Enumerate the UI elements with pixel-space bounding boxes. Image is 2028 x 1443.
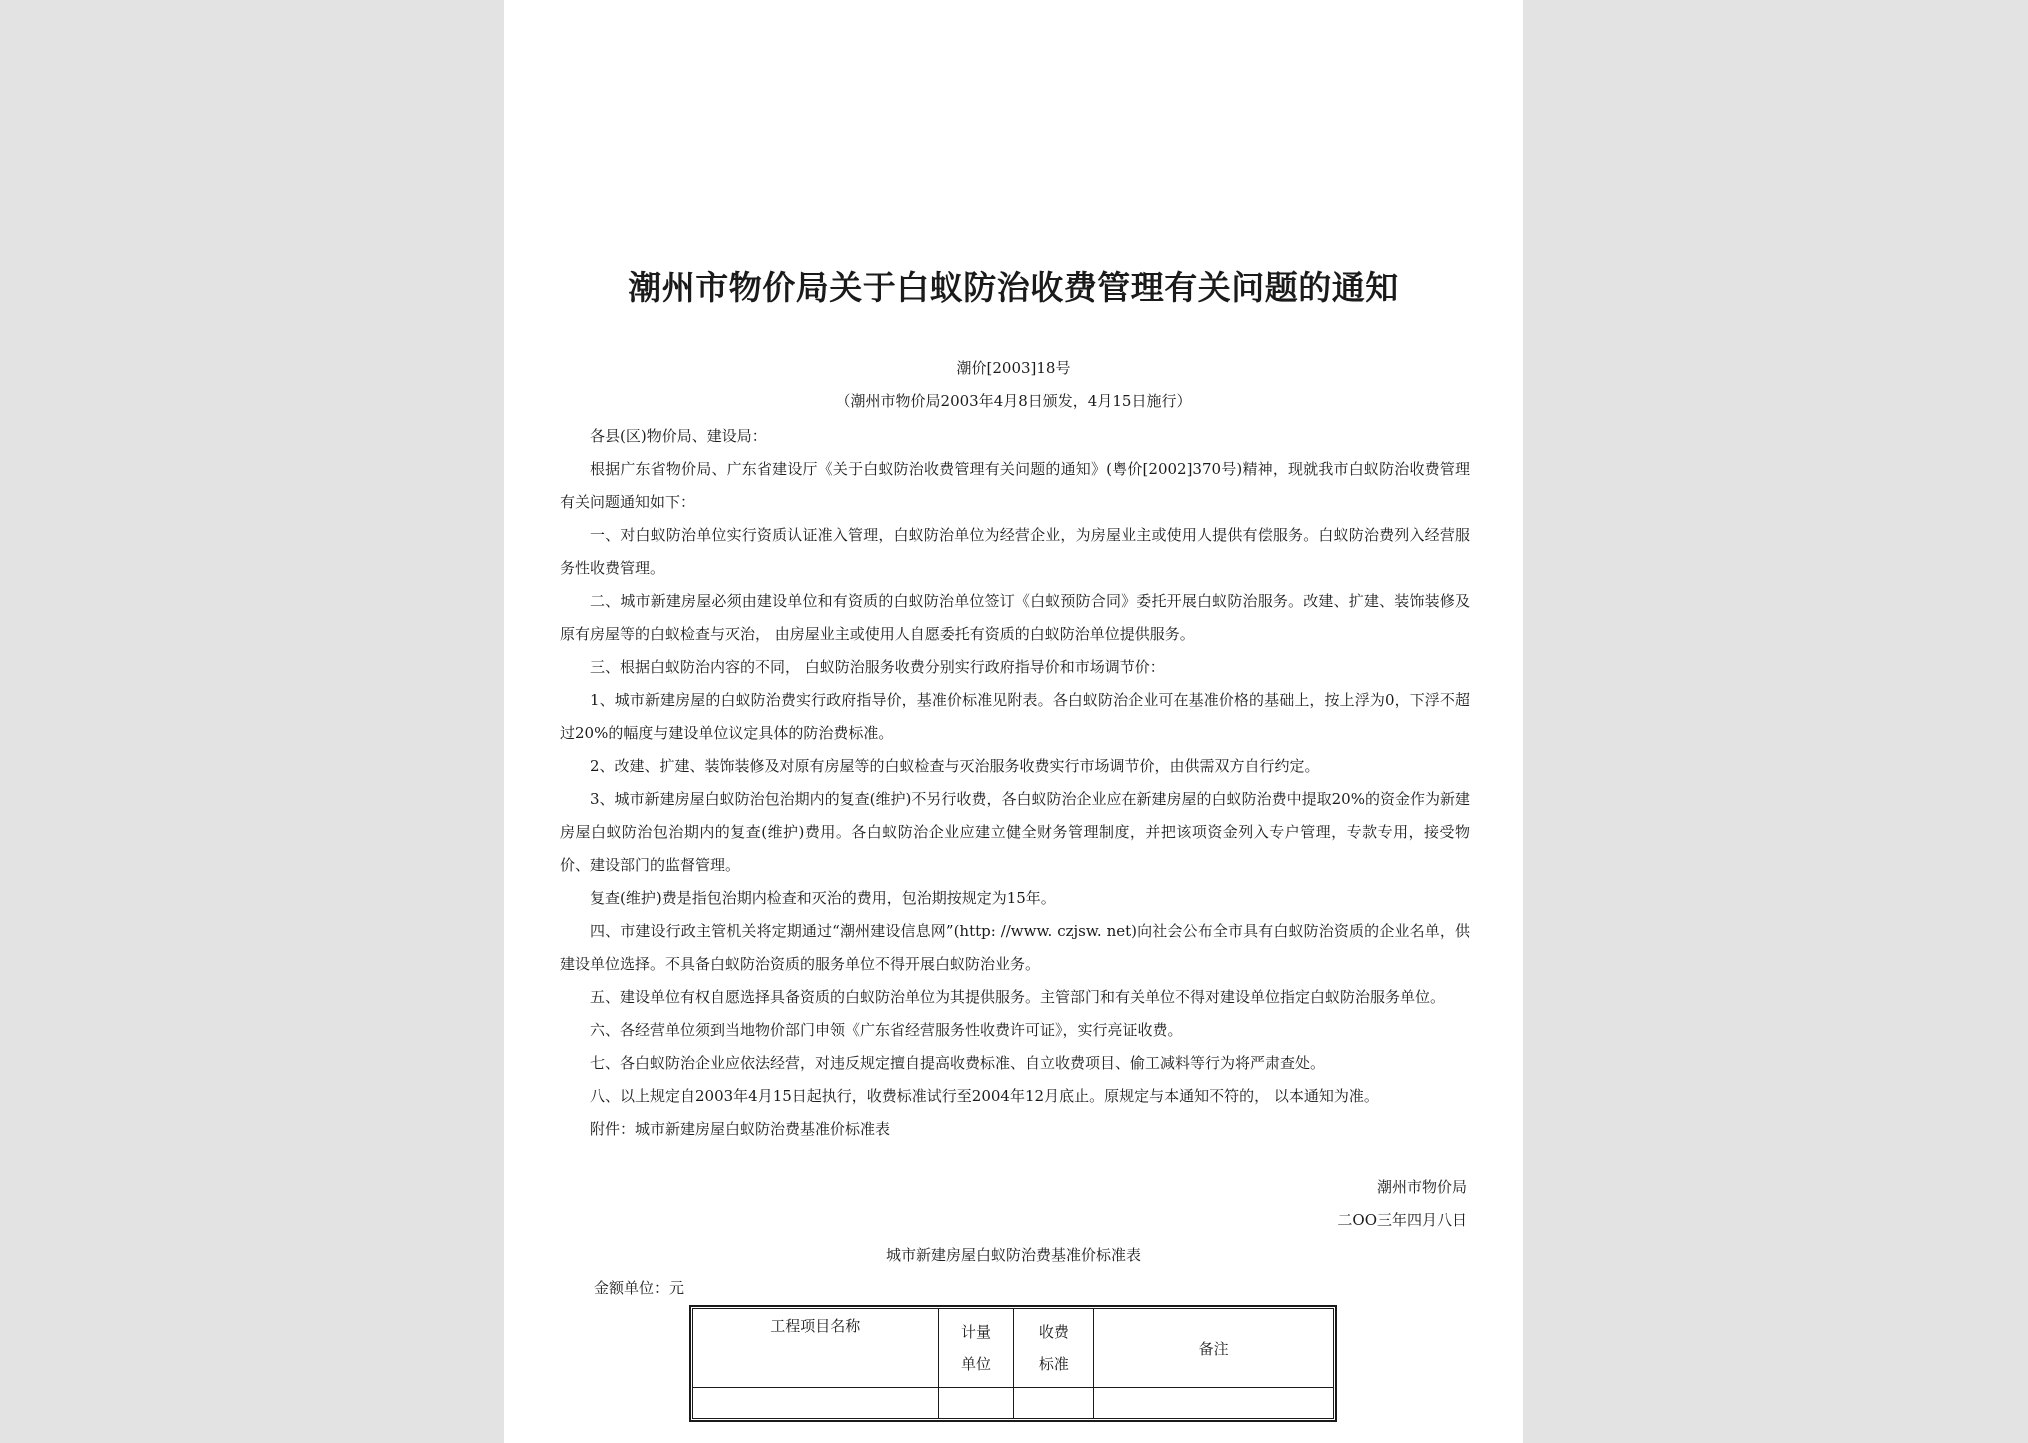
paragraph: 三、根据白蚁防治内容的不同， 白蚁防治服务收费分别实行政府指导价和市场调节价： [590, 658, 1165, 676]
paragraph: 2、改建、扩建、装饰装修及对原有房屋等的白蚁检查与灭治服务收费实行市场调节价，由供需双方自行约定。 [590, 757, 1320, 775]
paragraph: 五、建设单位有权自愿选择具备资质的白蚁防治单位为其提供服务。主管部门和有关单位不得对建设单位指定白蚁防治服务单位。 [590, 988, 1446, 1006]
header-remark: 备注 [1094, 1309, 1334, 1388]
table-header-row [693, 1309, 1334, 1388]
paragraph: 一、对白蚁防治单位实行资质认证准入管理，白蚁防治单位为经营企业，为房屋业主或使用人提供有偿服务。白蚁防治费列入经营服务性收费管理。 [560, 526, 1470, 577]
fee-standard-table [692, 1308, 1334, 1419]
header-fee-line1: 收费 [1038, 1323, 1069, 1341]
header-fee-line2: 标准 [1038, 1355, 1069, 1373]
header-measure-unit [938, 1309, 1014, 1388]
signature-date: 二OO三年四月八日 [1337, 1211, 1467, 1229]
header-fee-standard [1014, 1309, 1094, 1388]
table-cell [693, 1388, 939, 1419]
document-number: 潮价[2003]18号 [956, 359, 1071, 377]
paragraph: 四、市建设行政主管机关将定期通过“潮州建设信息网”(http: //www. czjsw. net)向社会公布全市具有白蚁防治资质的企业名单，供建设单位选择。不具备白蚁防治资质的服务单位不得开展白蚁防治业务。 [560, 922, 1470, 973]
paragraph: 八、以上规定自2003年4月15日起执行，收费标准试行至2004年12月底止。原规定与本通知不符的， 以本通知为准。 [590, 1087, 1379, 1105]
annex-table-title: 城市新建房屋白蚁防治费基准价标准表 [885, 1246, 1141, 1264]
paragraph: 根据广东省物价局、广东省建设厅《关于白蚁防治收费管理有关问题的通知》(粤价[2002]370号)精神，现就我市白蚁防治收费管理有关问题通知如下： [560, 460, 1470, 511]
amount-unit-note: 金额单位：元 [594, 1279, 685, 1297]
table-cell [1094, 1388, 1334, 1419]
table-cell [1014, 1388, 1094, 1419]
paragraph: 复查(维护)费是指包治期内检查和灭治的费用，包治期按规定为15年。 [590, 889, 1056, 907]
table-row [693, 1388, 1334, 1419]
issue-note: （潮州市物价局2003年4月8日颁发，4月15日施行） [835, 392, 1192, 410]
document-title: 潮州市物价局关于白蚁防治收费管理有关问题的通知 [628, 268, 1399, 307]
paragraph: 二、城市新建房屋必须由建设单位和有资质的白蚁防治单位签订《白蚁预防合同》委托开展白蚁防治服务。改建、扩建、装饰装修及原有房屋等的白蚁检查与灭治， 由房屋业主或使用人自愿委托有资质的白蚁防治单位提供服务。 [560, 592, 1470, 643]
signature-org: 潮州市物价局 [1376, 1178, 1467, 1196]
header-item-name: 工程项目名称 [693, 1309, 939, 1388]
paragraph: 1、城市新建房屋的白蚁防治费实行政府指导价，基准价标准见附表。各白蚁防治企业可在基准价格的基础上，按上浮为0，下浮不超过20%的幅度与建设单位议定具体的防治费标准。 [560, 691, 1470, 742]
paragraph: 附件：城市新建房屋白蚁防治费基准价标准表 [590, 1120, 891, 1138]
paragraph: 七、各白蚁防治企业应依法经营，对违反规定擅自提高收费标准、自立收费项目、偷工减料等行为将严肃查处。 [590, 1054, 1326, 1072]
header-measure-unit-line2: 单位 [961, 1355, 992, 1373]
header-measure-unit-line1: 计量 [961, 1323, 992, 1341]
document-page [504, 0, 1523, 1443]
paragraph: 3、城市新建房屋白蚁防治包治期内的复查(维护)不另行收费，各白蚁防治企业应在新建房屋的白蚁防治费中提取20%的资金作为新建房屋白蚁防治包治期内的复查(维护)费用。各白蚁防治企业应建立健全财务管理制度，并把该项资金列入专户管理，专款专用，接受物价、建设部门的监督管理。 [560, 790, 1470, 874]
paragraph: 各县(区)物价局、建设局： [590, 427, 767, 445]
paragraph: 六、各经营单位须到当地物价部门申领《广东省经营服务性收费许可证》，实行亮证收费。 [590, 1021, 1183, 1039]
table-cell [938, 1388, 1014, 1419]
document-body [560, 420, 1470, 1146]
